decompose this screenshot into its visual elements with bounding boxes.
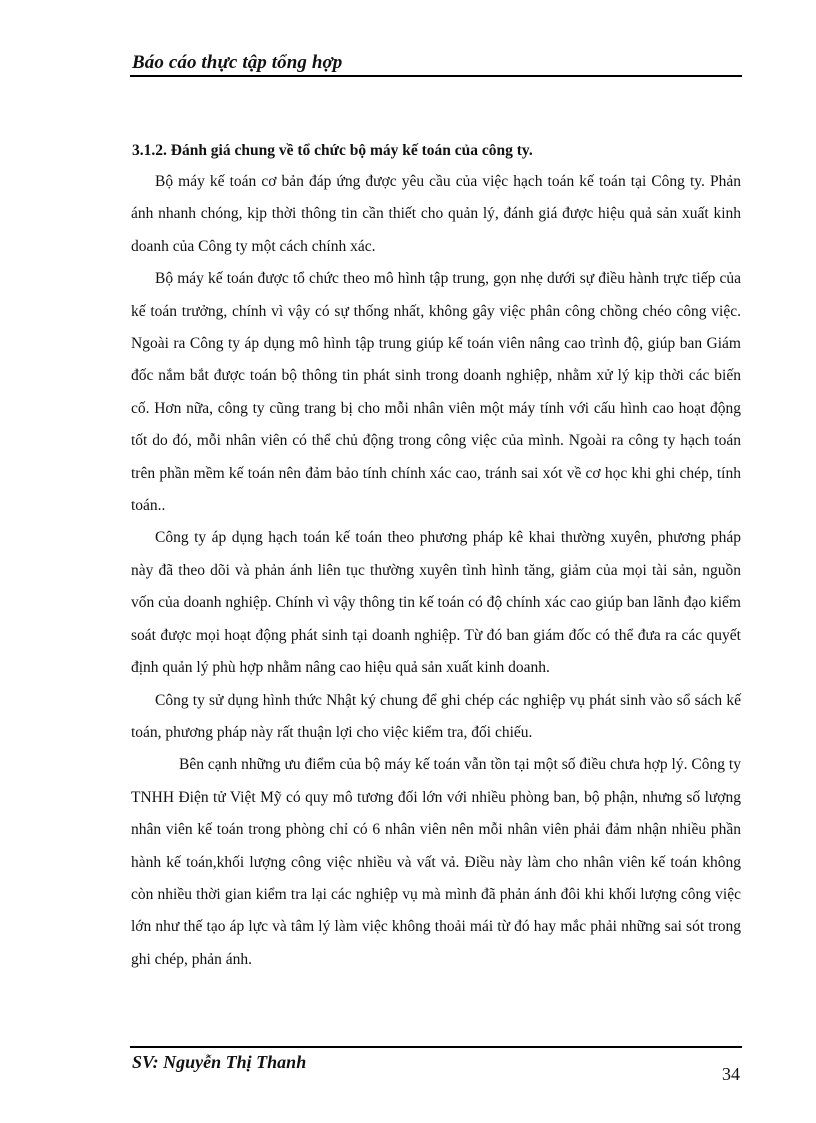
student-name: SV: Nguyễn Thị Thanh: [132, 1052, 307, 1072]
paragraph-5: Bên cạnh những ưu điểm của bộ máy kế toán vẫn tồn tại một số điều chưa hợp lý. Công ty TNHH Điện tử Việt Mỹ có quy mô tương đối lớn với nhiều phòng ban, bộ phận, nhưng số lượng nhân viên kế toán trong phòng chỉ có 6 nhân viên nên mỗi nhân viên phải đảm nhận nhiều phần hành kế toán,khối lượng công việc nhiều và vất vả. Điều này làm cho nhân viên kế toán không còn nhiều thời gian kiểm tra lại các nghiệp vụ mà mình đã phản ánh đôi khi khối lượng công việc lớn như thế tạo áp lực và tâm lý làm việc không thoải mái từ đó hay mắc phải những sai sót trong ghi chép, phản ánh.: [131, 756, 741, 968]
body-text: [131, 166, 741, 976]
page-number: 34: [722, 1064, 740, 1084]
report-title: Báo cáo thực tập tổng hợp: [132, 52, 343, 73]
paragraph-4: Công ty sử dụng hình thức Nhật ký chung để ghi chép các nghiệp vụ phát sinh vào sổ sách kế toán, phương pháp này rất thuận lợi cho việc kiểm tra, đối chiếu.: [131, 691, 741, 741]
paragraph-1: Bộ máy kế toán cơ bản đáp ứng được yêu cầu của việc hạch toán kế toán tại Công ty. Phản ánh nhanh chóng, kịp thời thông tin cần thiết cho quản lý, đánh giá được hiệu quả sản xuất kinh doanh của Công ty một cách chính xác.: [131, 173, 741, 255]
section-heading: 3.1.2. Đánh giá chung về tổ chức bộ máy kế toán của công ty.: [132, 142, 533, 159]
footer-divider: [130, 1046, 742, 1048]
header-divider: [130, 75, 742, 77]
paragraph-2: Bộ máy kế toán được tổ chức theo mô hình tập trung, gọn nhẹ dưới sự điều hành trực tiếp của kế toán trưởng, chính vì vậy có sự thống nhất, không gây việc phân công chồng chéo công việc. Ngoài ra Công ty áp dụng mô hình tập trung giúp kế toán viên nâng cao trình độ, giúp ban Giám đốc nắm bắt được toán bộ thông tin phát sinh trong doanh nghiệp, nhằm xử lý kịp thời các biến cố. Hơn nữa, công ty cũng trang bị cho mỗi nhân viên một máy tính với cấu hình cao hoạt động tốt do đó, mỗi nhân viên có thể chủ động trong công việc của mình. Ngoài ra công ty hạch toán trên phần mềm kế toán nên đảm bảo tính chính xác cao, tránh sai xót về cơ học khi ghi chép, tính toán..: [131, 270, 741, 515]
paragraph-3: Công ty áp dụng hạch toán kế toán theo phương pháp kê khai thường xuyên, phương pháp này đã theo dõi và phản ánh liên tục thường xuyên tình hình tăng, giảm của mọi tài sản, nguồn vốn của doanh nghiệp. Chính vì vậy thông tin kế toán có độ chính xác cao giúp ban lãnh đạo kiểm soát được mọi hoạt động phát sinh tại doanh nghiệp. Từ đó ban giám đốc có thể đưa ra các quyết định quản lý phù hợp nhằm nâng cao hiệu quả sản xuất kinh doanh.: [131, 529, 741, 677]
